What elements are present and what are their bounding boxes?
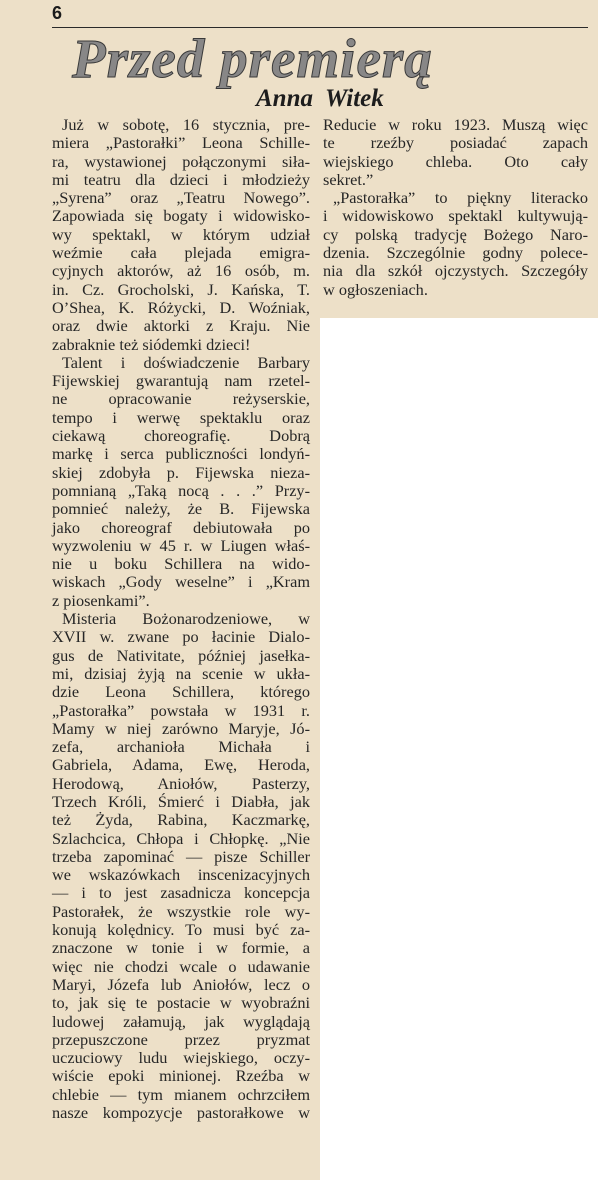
text-line: to, jak się te postacie w wyobraźni — [52, 993, 310, 1013]
text-line: weźmie cała plejada emigra- — [52, 243, 310, 263]
text-line: wyzwoleniu w 45 r. w Liugen właś- — [52, 535, 310, 555]
text-line: Trzech Króli, Śmierć i Diabła, jak — [52, 791, 310, 811]
text-line: Już w sobotę, 16 stycznia, pre- — [62, 115, 310, 134]
text-line: oraz dwie aktorki z Kraju. Nie — [52, 316, 310, 336]
blank-area — [320, 318, 598, 1180]
text-line: „Pastorałka” powstała w 1931 r. — [52, 700, 310, 720]
text-line: pomnieć należy, że B. Fijewska — [52, 499, 310, 519]
text-line: nie u boku Schillera na wido- — [52, 554, 310, 574]
headline: Przed premierą — [72, 28, 433, 89]
text-line: XVII w. zwane po łacinie Dialo- — [52, 627, 310, 647]
text-line: ludowej załamują, jak wyglądają — [52, 1011, 310, 1031]
article-column-right — [323, 116, 588, 299]
author-first-name: Anna — [256, 85, 313, 112]
text-line: wiskach „Gody weselne” i „Kram — [52, 572, 310, 592]
text-line: sekret.” — [323, 169, 374, 189]
text-line: we wskazówkach inscenizacyjnych — [52, 865, 310, 885]
text-line: więc nie chodzi wcale o udawanie — [52, 956, 310, 976]
text-line: z piosenkami”. — [52, 590, 150, 610]
text-line: — i to jest zasadnicza koncepcja — [52, 883, 310, 903]
text-line: też Żyda, Rabina, Kaczmarkę, — [52, 810, 310, 830]
text-line: in. Cz. Grocholski, J. Kańska, T. — [52, 279, 310, 299]
text-line: dzenia. Szczególnie godny polece- — [323, 243, 588, 263]
text-line: gus de Nativitate, później jasełka- — [52, 645, 310, 665]
text-line: pomnianą „Taką nocą . . .” Przy- — [52, 480, 310, 500]
page-number: 6 — [52, 3, 63, 23]
text-line: w ogłoszeniach. — [323, 279, 428, 299]
article-column-left — [52, 116, 310, 1122]
text-line: „Pastorałka” to piękny literacko — [333, 188, 588, 208]
text-line: mi, dzisiaj żyją na scenie w ukła- — [52, 663, 310, 683]
text-line: Fijewskiej gwarantują nam rzetel- — [52, 371, 310, 391]
text-line: Talent i doświadczenie Barbary — [62, 352, 310, 372]
byline — [256, 84, 384, 114]
text-line: Reducie w roku 1923. Muszą więc — [323, 115, 588, 134]
text-line: „Syrena” oraz „Teatru Nowego”. — [52, 188, 310, 208]
text-line: Pastorałek, że wszystkie role wy- — [52, 901, 310, 921]
text-line: wiejskiego chleba. Oto cały — [323, 151, 588, 171]
text-line: markę i serca publiczności londyń- — [52, 444, 310, 464]
text-line: przepuszczone przez pryzmat — [52, 1029, 310, 1049]
text-line: skiej zdobyła p. Fijewska nieza- — [52, 462, 310, 482]
text-line: zefa, archanioła Michała i — [52, 737, 310, 757]
text-line: Mamy w niej zarówno Maryje, Jó- — [52, 718, 310, 738]
text-line: O’Shea, K. Różycki, D. Woźniak, — [52, 297, 310, 317]
text-line: cyjnych aktorów, aż 16 osób, m. — [52, 261, 310, 281]
text-line: Herodową, Aniołów, Pasterzy, — [52, 773, 310, 793]
text-line: Zapowiada się bogaty i widowisko- — [52, 206, 310, 226]
text-line: ne opracowanie reżyserskie, — [52, 389, 310, 409]
text-line: jako choreograf debiutowała po — [52, 517, 310, 537]
text-line: trzeba zapominać — pisze Schiller — [52, 846, 310, 866]
text-line: cy polską tradycję Bożego Naro- — [323, 224, 588, 244]
text-line: wy spektakl, w którym udział — [52, 224, 310, 244]
text-line: ra, wystawionej połączonymi siła- — [52, 151, 310, 171]
text-line: Gabriela, Adama, Ewę, Heroda, — [52, 755, 310, 775]
text-line: nia dla szkół ojczystych. Szczegóły — [323, 261, 588, 281]
text-line: chlebie — tym mianem ochrzciłem — [52, 1084, 310, 1104]
text-line: dzie Leona Schillera, którego — [52, 682, 310, 702]
text-line: Misteria Bożonarodzeniowe, w — [62, 609, 310, 629]
text-line: tempo i werwę spektaklu oraz — [52, 407, 310, 427]
text-line: te rzeźby posiadać zapach — [323, 133, 588, 153]
text-line: miera „Pastorałki” Leona Schille- — [52, 133, 310, 153]
text-line: znaczone w tonie i w formie, a — [52, 938, 310, 958]
text-line: mi teatru dla dzieci i młodzieży — [52, 169, 310, 189]
text-line: konują kolędnicy. To musi być za- — [52, 920, 310, 940]
text-line: ciekawą choreografię. Dobrą — [52, 426, 310, 446]
author-last-name: Witek — [324, 85, 384, 112]
text-line: zabraknie też siódemki dzieci! — [52, 334, 251, 354]
text-line: uczuciowy ludu wiejskiego, oczy- — [52, 1048, 310, 1068]
text-line: i widowiskowo spektakl kultywują- — [323, 206, 588, 226]
text-line: Szlachcica, Chłopa i Chłopkę. „Nie — [52, 828, 310, 848]
text-line: Maryi, Józefa lub Aniołów, lecz o — [52, 974, 310, 994]
text-line: wiście epoki minionej. Rzeźba w — [52, 1066, 310, 1086]
text-line: nasze kompozycje pastorałkowe w — [52, 1103, 310, 1123]
